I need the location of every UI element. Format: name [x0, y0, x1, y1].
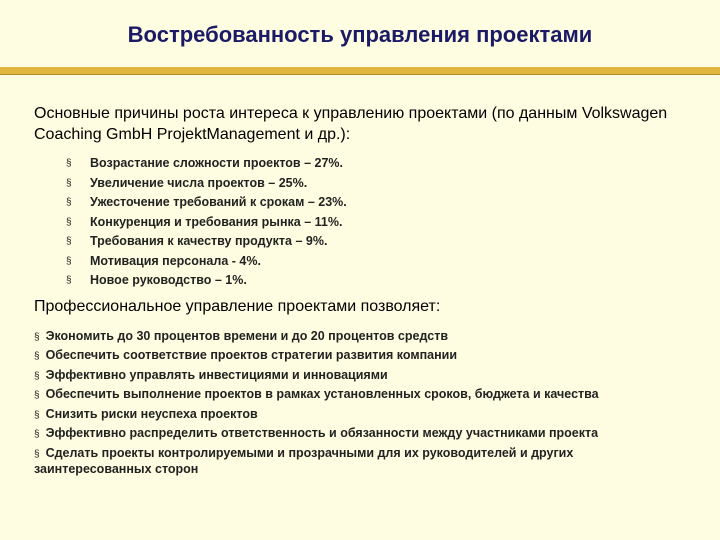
section1-list-item-text: Увеличение числа проектов – 25%.	[90, 175, 308, 190]
bullet-icon: §	[66, 197, 72, 208]
section1-list-item	[66, 252, 694, 272]
section2-list-item-text: Эффективно управлять инвестициями и инновациями	[45, 367, 388, 382]
section1-list-item	[66, 271, 694, 291]
section1-list-item	[66, 213, 694, 233]
section2-list-item-text: Эффективно распределить ответственность и обязанности между участниками проекта	[45, 426, 599, 440]
bullet-icon: §	[34, 351, 40, 362]
section2-list-item-text: Экономить до 30 процентов времени и до 20 процентов средств	[45, 328, 449, 343]
section2-list-item-text: Обеспечить выполнение проектов в рамках установленных сроков, бюджета и качества	[45, 387, 599, 401]
section1-list-item-text: Ужесточение требований к срокам – 23%.	[90, 195, 347, 209]
section1-list-item	[66, 154, 694, 174]
title-divider	[0, 67, 720, 74]
section1-list	[66, 154, 694, 291]
section1-list-item-text: Новое руководство – 1%.	[90, 273, 247, 287]
section1-list-item	[66, 193, 694, 213]
bullet-icon: §	[34, 390, 40, 401]
section1-list-item-text: Мотивация персонала - 4%.	[90, 253, 261, 268]
section2-list-item	[34, 426, 694, 443]
section2-heading: Профессиональное управление проектами позволяет:	[34, 297, 441, 315]
section1-list-item-text: Требования к качеству продукта – 9%.	[90, 234, 328, 248]
section2-list-item-text: Сделать проекты контролируемыми и прозрачными для их руководителей и других заинтересованных сторон	[34, 445, 574, 476]
section2-list-item	[34, 368, 694, 385]
section2-list-item	[34, 329, 694, 346]
section2-list-item-text: Снизить риски неуспеха проектов	[45, 406, 258, 421]
section1-list-item-text: Конкуренция и требования рынка – 11%.	[90, 214, 343, 229]
title-divider-shadow	[0, 74, 720, 75]
bullet-icon: §	[66, 216, 72, 228]
section1-heading: Основные причины роста интереса к управлению проектами (по данным Volkswagen Coaching GmbH ProjektManagement и др.):	[34, 105, 668, 143]
section2-list-item	[34, 446, 694, 478]
section1-list-item	[66, 232, 694, 252]
bullet-icon: §	[34, 370, 40, 382]
section2-list-item	[34, 407, 694, 424]
bullet-icon: §	[66, 177, 72, 189]
bullet-icon: §	[66, 236, 72, 247]
bullet-icon: §	[34, 448, 40, 460]
section2-list-item	[34, 387, 694, 404]
slide-content	[34, 103, 694, 481]
section1-list-item	[66, 174, 694, 194]
section2-list-item	[34, 348, 694, 365]
section2-list	[34, 329, 694, 478]
bullet-icon: §	[66, 158, 72, 169]
bullet-icon: §	[34, 429, 40, 440]
section1-list-item-text: Возрастание сложности проектов – 27%.	[90, 156, 343, 170]
slide-title: Востребованность управления проектами	[127, 22, 593, 47]
bullet-icon: §	[66, 275, 72, 286]
bullet-icon: §	[34, 409, 40, 421]
section2-list-item-text: Обеспечить соответствие проектов стратегии развития компании	[45, 348, 458, 362]
bullet-icon: §	[66, 255, 72, 267]
bullet-icon: §	[34, 331, 40, 343]
